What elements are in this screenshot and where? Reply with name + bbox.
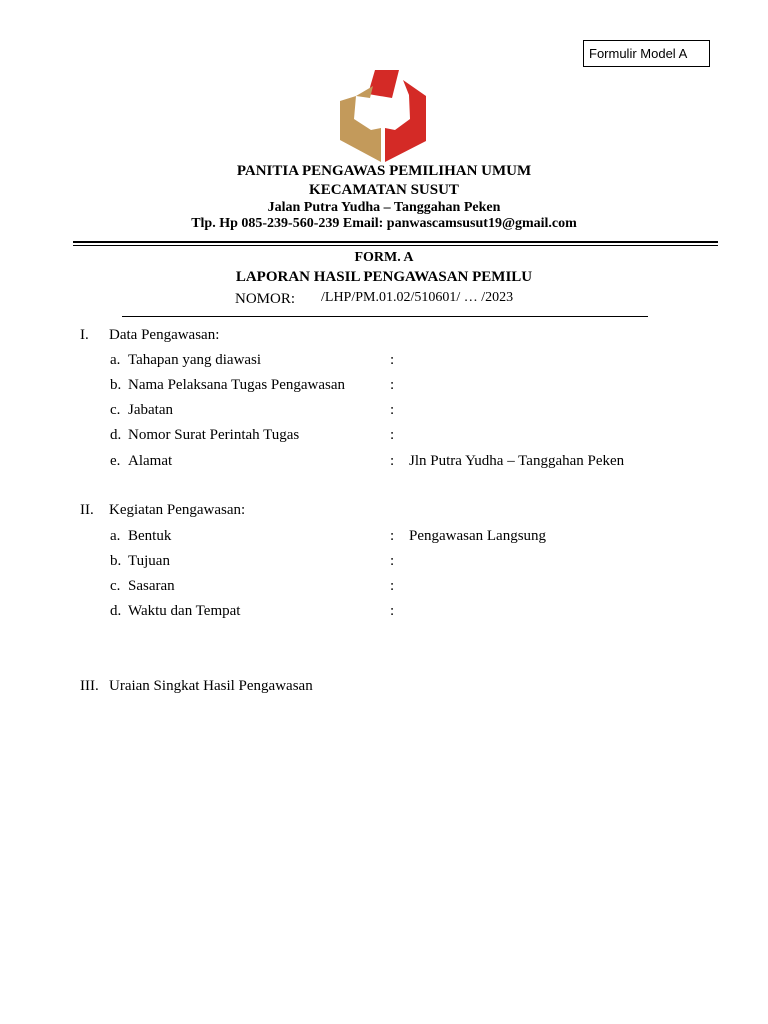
- item-value: Jln Putra Yudha – Tanggahan Peken: [409, 453, 625, 469]
- org-contact: Tlp. Hp 085-239-560-239 Email: panwascamsusut19@gmail.com: [191, 216, 577, 231]
- item-label: Tahapan yang diawasi: [128, 352, 262, 368]
- item-colon: :: [390, 402, 395, 418]
- section-2-numeral: II.: [80, 502, 94, 518]
- nomor-value: /LHP/PM.01.02/510601/ … /2023: [321, 290, 514, 305]
- ballot-box-logo-icon: [337, 68, 429, 163]
- section-2-title: Kegiatan Pengawasan:: [109, 502, 246, 518]
- item-colon: :: [390, 553, 395, 569]
- item-colon: :: [390, 377, 395, 393]
- section-1-title: Data Pengawasan:: [109, 327, 220, 343]
- org-name-line2: KECAMATAN SUSUT: [309, 182, 459, 198]
- item-letter: b.: [110, 553, 122, 569]
- item-colon: :: [390, 453, 395, 469]
- item-label: Bentuk: [128, 528, 172, 544]
- logo-red-ballot: [368, 70, 399, 98]
- form-code: FORM. A: [354, 250, 414, 265]
- item-letter: c.: [110, 578, 121, 594]
- item-letter: b.: [110, 377, 122, 393]
- item-label: Nama Pelaksana Tugas Pengawasan: [128, 377, 346, 393]
- item-label: Waktu dan Tempat: [128, 603, 241, 619]
- item-label: Tujuan: [128, 553, 170, 569]
- logo-gold-top: [356, 86, 373, 98]
- item-colon: :: [390, 352, 395, 368]
- item-colon: :: [390, 528, 395, 544]
- item-label: Alamat: [128, 453, 173, 469]
- item-label: Jabatan: [128, 402, 173, 418]
- header-divider: [73, 241, 718, 246]
- org-name-line1: PANITIA PENGAWAS PEMILIHAN UMUM: [236, 163, 532, 179]
- form-title: LAPORAN HASIL PENGAWASAN PEMILU: [235, 269, 533, 285]
- item-letter: d.: [110, 427, 122, 443]
- item-colon: :: [390, 427, 395, 443]
- section-3-numeral: III.: [80, 678, 99, 694]
- item-label: Nomor Surat Perintah Tugas: [128, 427, 300, 443]
- item-letter: e.: [110, 453, 121, 469]
- item-letter: d.: [110, 603, 122, 619]
- form-model-box: Formulir Model A: [583, 40, 710, 67]
- item-value: Pengawasan Langsung: [409, 528, 547, 544]
- item-label: Sasaran: [128, 578, 175, 594]
- section-3-title: Uraian Singkat Hasil Pengawasan: [109, 678, 313, 694]
- logo-gold-half: [340, 96, 381, 162]
- item-letter: c.: [110, 402, 121, 418]
- item-letter: a.: [110, 528, 121, 544]
- item-colon: :: [390, 578, 395, 594]
- item-letter: a.: [110, 352, 121, 368]
- item-colon: :: [390, 603, 395, 619]
- org-address: Jalan Putra Yudha – Tanggahan Peken: [267, 200, 501, 215]
- section-1-numeral: I.: [80, 327, 89, 343]
- nomor-underline: [122, 316, 648, 317]
- nomor-label: NOMOR:: [235, 291, 296, 307]
